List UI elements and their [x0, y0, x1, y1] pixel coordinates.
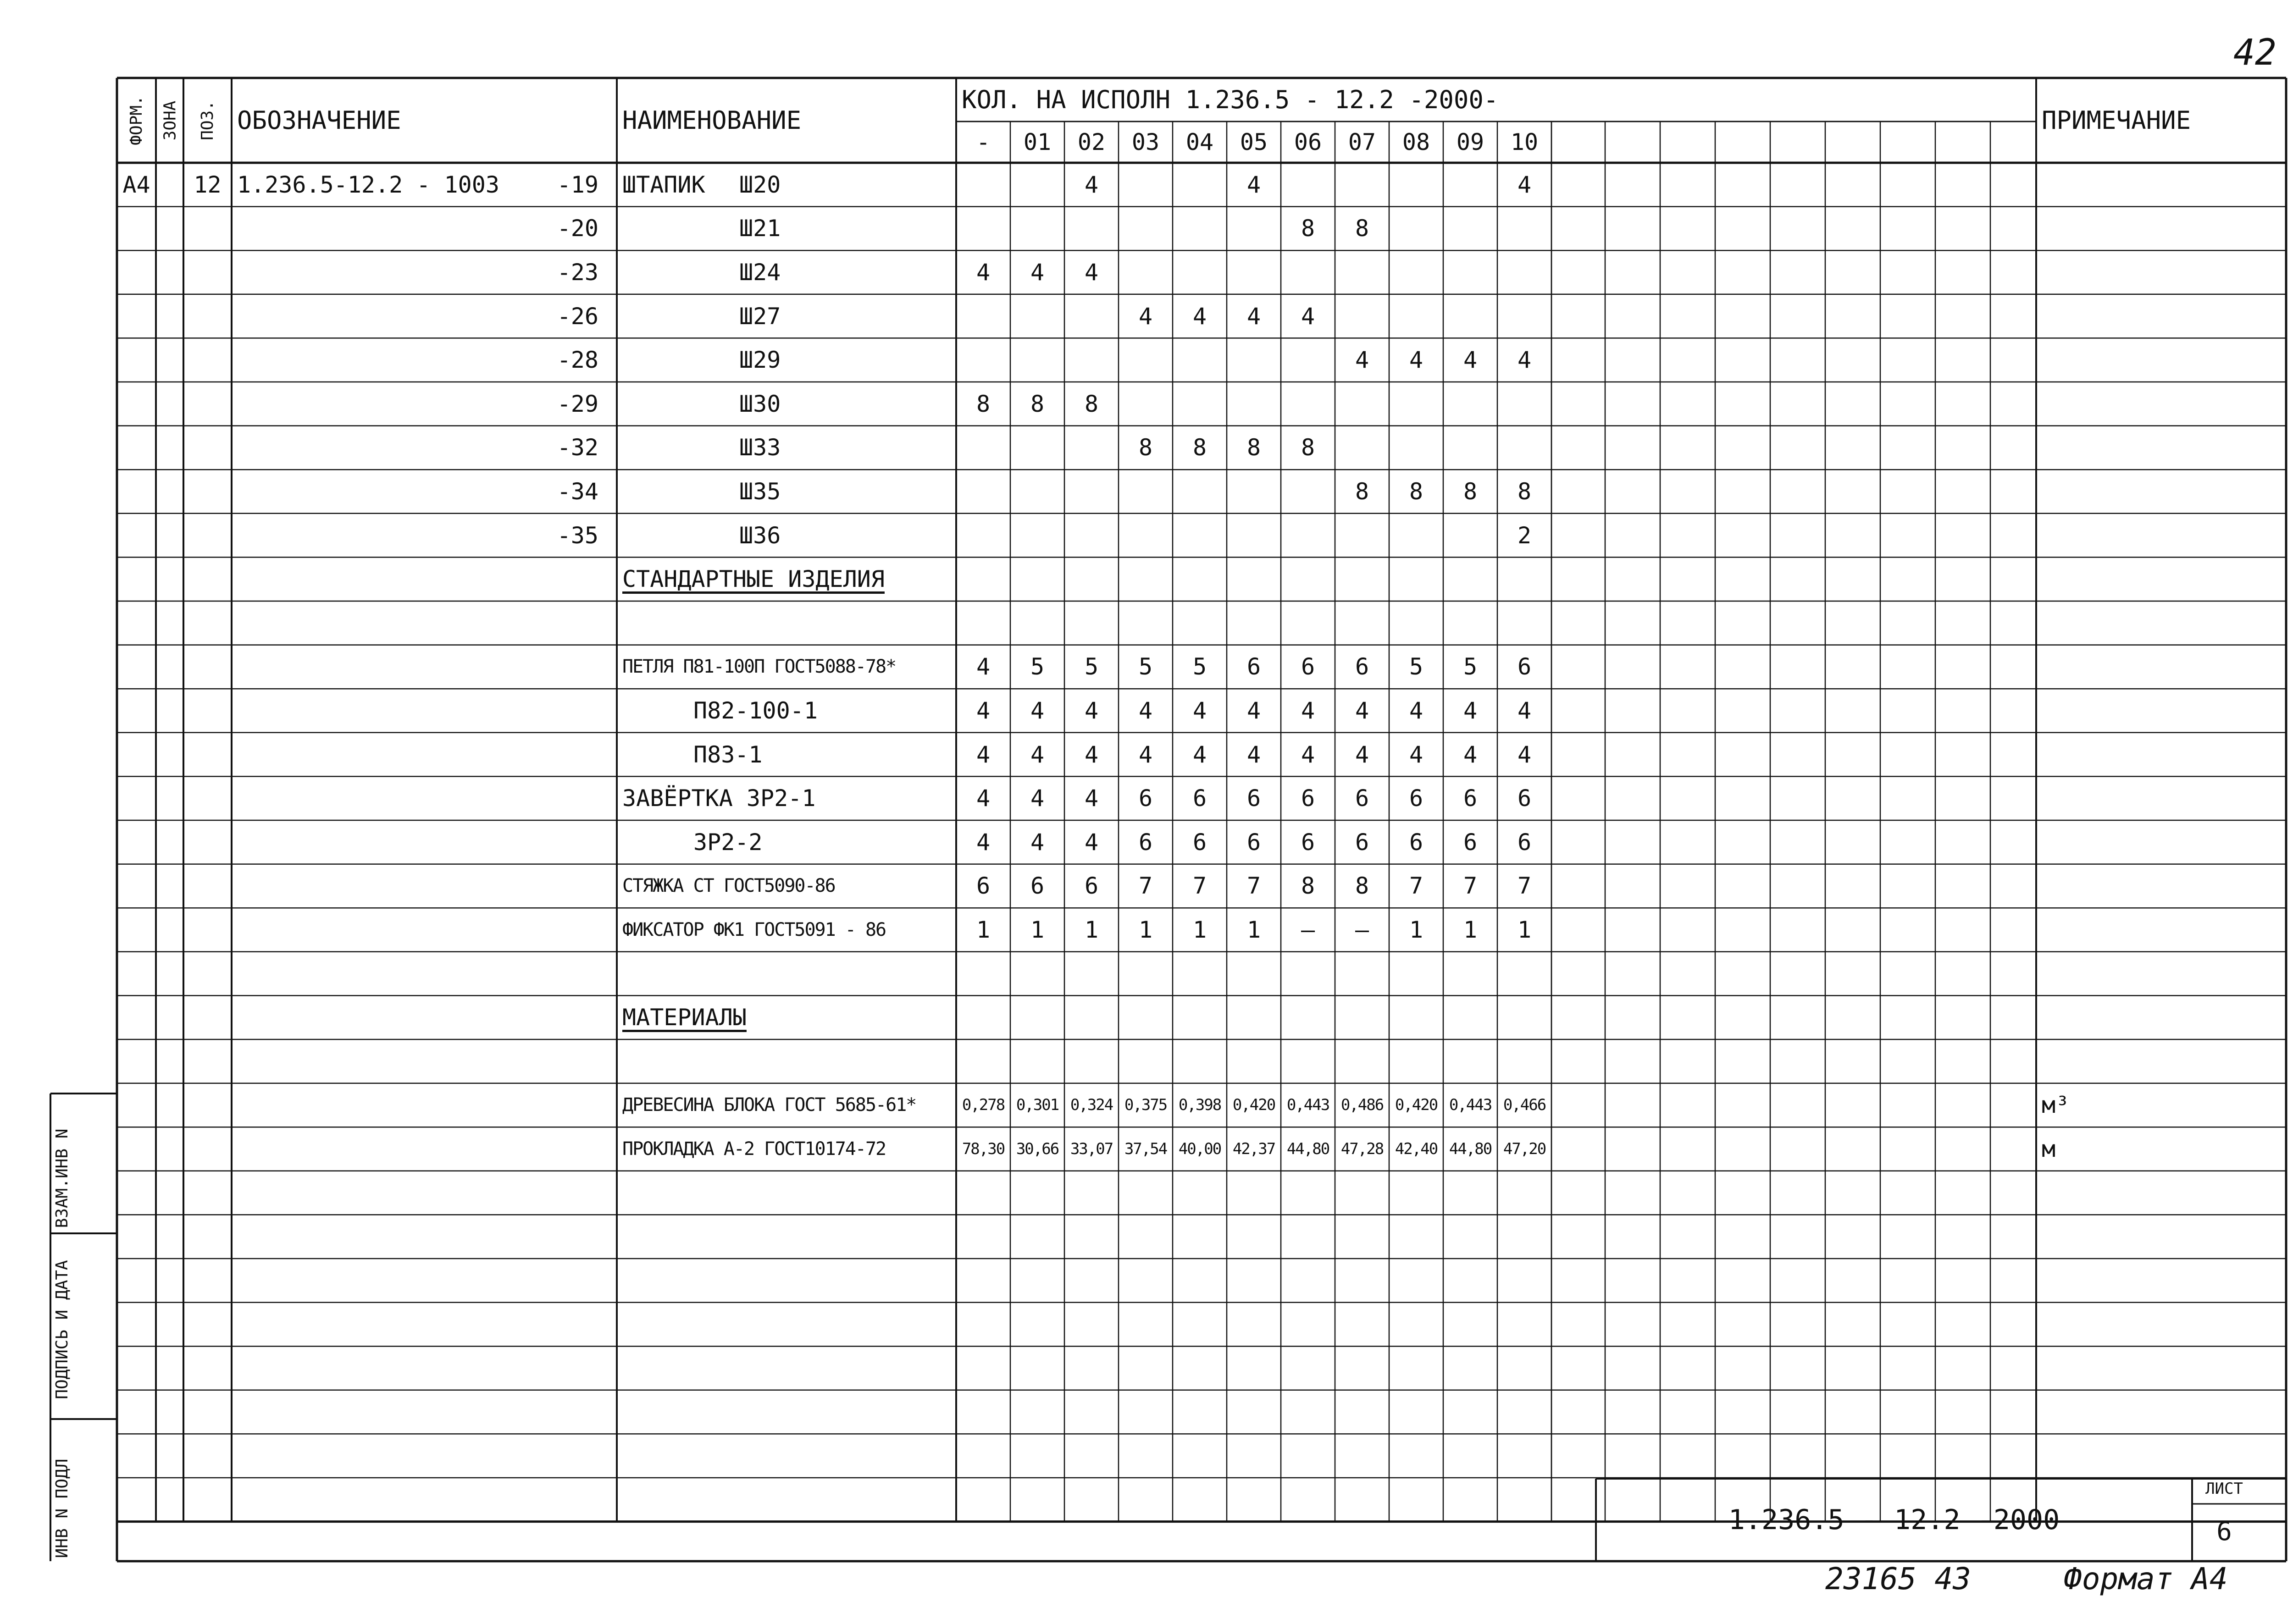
qty-cell — [1443, 163, 1497, 207]
qty-cell: 8 — [1301, 215, 1315, 242]
qty-cell: 5 — [1030, 653, 1045, 680]
qty-cell: 6 — [1355, 653, 1369, 680]
qty-cell: 8 — [1517, 478, 1532, 505]
qty-cell: 4 — [1517, 347, 1532, 374]
qty-cell: 6 — [1409, 785, 1423, 812]
qty-cell: 1 — [1409, 916, 1423, 943]
qty-cell: 6 — [1192, 785, 1207, 812]
qty-cell: 6 — [1301, 785, 1315, 812]
qty-cell — [1064, 514, 1119, 558]
qty-cell — [1335, 294, 1389, 338]
row-sub-name: Ш29 — [739, 347, 781, 374]
header-designation: ОБОЗНАЧЕНИЕ — [237, 106, 401, 135]
qty-cell — [1389, 163, 1443, 207]
row-sub-name: Ш30 — [739, 390, 781, 417]
qty-cell: 0,486 — [1340, 1096, 1384, 1115]
header-variant: 08 — [1402, 129, 1430, 155]
qty-cell — [1010, 294, 1064, 338]
qty-cell: 30,66 — [1016, 1139, 1059, 1158]
row-suffix: -23 — [557, 259, 598, 286]
qty-cell: 4 — [1463, 741, 1478, 768]
qty-cell — [1173, 250, 1227, 294]
qty-cell: 4 — [1463, 697, 1478, 724]
qty-cell: 6 — [1517, 785, 1532, 812]
qty-cell — [1173, 382, 1227, 426]
footer-archive-number: 23165 43 — [1825, 1561, 1971, 1596]
qty-cell: 4 — [1517, 741, 1532, 768]
qty-cell: 0,420 — [1395, 1096, 1438, 1115]
qty-cell — [1064, 207, 1119, 251]
qty-cell: 4 — [1030, 741, 1045, 768]
qty-cell: 1 — [1192, 916, 1207, 943]
qty-cell — [1119, 338, 1173, 382]
qty-cell: 5 — [1463, 653, 1478, 680]
qty-cell: 44,80 — [1286, 1139, 1329, 1158]
qty-cell — [1119, 207, 1173, 251]
qty-cell — [1497, 294, 1551, 338]
qty-cell: 4 — [976, 653, 991, 680]
qty-cell: 4 — [1301, 697, 1315, 724]
qty-cell — [1173, 470, 1227, 514]
qty-cell: 7 — [1409, 873, 1423, 900]
section-heading: МАТЕРИАЛЫ — [622, 1004, 747, 1031]
qty-cell — [1010, 470, 1064, 514]
qty-cell: 4 — [1409, 697, 1423, 724]
qty-cell: 4 — [1301, 303, 1315, 330]
qty-cell: 4 — [1355, 347, 1369, 374]
qty-cell: 4 — [1517, 697, 1532, 724]
qty-cell — [1281, 382, 1335, 426]
qty-cell: 0,398 — [1178, 1096, 1221, 1115]
row-note — [2036, 163, 2286, 207]
qty-cell: 8 — [1301, 873, 1315, 900]
title-block-code: 1.236.5 - 12.2 -2000 — [1728, 1504, 2060, 1536]
qty-cell: 6 — [1246, 785, 1261, 812]
qty-cell: 4 — [976, 785, 991, 812]
qty-cell: 1 — [1030, 916, 1045, 943]
qty-cell: 47,28 — [1340, 1139, 1384, 1158]
qty-cell: 4 — [1084, 697, 1099, 724]
qty-cell: 5 — [1409, 653, 1423, 680]
title-block-sheet-number: 6 — [2216, 1516, 2232, 1547]
header-variant: 09 — [1456, 129, 1484, 155]
qty-cell — [1497, 382, 1551, 426]
qty-cell: — — [1355, 916, 1369, 943]
qty-cell: 4 — [976, 829, 991, 856]
qty-cell: 5 — [1138, 653, 1153, 680]
qty-cell — [1389, 294, 1443, 338]
qty-cell — [1010, 514, 1064, 558]
qty-cell: 0,443 — [1286, 1096, 1329, 1115]
qty-cell: 4 — [1246, 697, 1261, 724]
qty-cell: 6 — [1355, 785, 1369, 812]
row-name-indent: П82-100-1 — [693, 697, 818, 724]
page-number: 42 — [2233, 32, 2276, 73]
row-name: ДРЕВЕСИНА БЛОКА ГОСТ 5685-61* — [622, 1094, 916, 1116]
qty-cell — [1010, 426, 1064, 470]
qty-cell: 40,00 — [1178, 1139, 1221, 1158]
row-name-indent: П83-1 — [693, 741, 763, 768]
qty-cell: 78,30 — [962, 1139, 1005, 1158]
qty-cell — [1064, 338, 1119, 382]
qty-cell: 0,278 — [962, 1096, 1005, 1115]
qty-cell — [1281, 163, 1335, 207]
header-zone: ЗОНА — [160, 100, 179, 140]
qty-cell — [1497, 207, 1551, 251]
qty-cell — [1443, 426, 1497, 470]
qty-cell: 4 — [1030, 829, 1045, 856]
side-label-orig-inv: ИНВ N ПОДЛ — [52, 1458, 72, 1558]
row-suffix: -26 — [557, 303, 598, 330]
qty-cell — [1281, 470, 1335, 514]
qty-cell: 4 — [1355, 697, 1369, 724]
row-suffix: -19 — [557, 171, 598, 198]
qty-cell: 4 — [1138, 303, 1153, 330]
qty-cell: 6 — [1517, 829, 1532, 856]
row-name: ПРОКЛАДКА А-2 ГОСТ10174-72 — [622, 1138, 886, 1160]
qty-cell: 42,37 — [1232, 1139, 1275, 1158]
qty-cell: — — [1301, 916, 1315, 943]
row-name: ФИКСАТОР ФК1 ГОСТ5091 - 86 — [622, 919, 886, 940]
header-qty: КОЛ. НА ИСПОЛН 1.236.5 - 12.2 -2000- — [962, 85, 1499, 114]
row-designation: 1.236.5-12.2 - 1003 — [237, 171, 499, 198]
qty-cell: 1 — [976, 916, 991, 943]
header-variant: 03 — [1131, 129, 1160, 155]
qty-cell — [1389, 207, 1443, 251]
row-sub-name: Ш24 — [739, 259, 781, 286]
qty-cell: 1 — [1463, 916, 1478, 943]
row-suffix: -20 — [557, 215, 598, 242]
qty-cell: 4 — [1138, 741, 1153, 768]
qty-cell: 6 — [1301, 653, 1315, 680]
qty-cell: 8 — [1463, 478, 1478, 505]
section-heading: СТАНДАРТНЫЕ ИЗДЕЛИЯ — [622, 566, 885, 593]
qty-cell — [1119, 470, 1173, 514]
qty-cell: 8 — [1355, 478, 1369, 505]
qty-cell — [1064, 426, 1119, 470]
row-sub-name: Ш20 — [739, 171, 781, 198]
qty-cell: 0,443 — [1449, 1096, 1492, 1115]
qty-cell: 4 — [1030, 785, 1045, 812]
qty-cell — [1281, 514, 1335, 558]
qty-cell — [1173, 514, 1227, 558]
row-sub-name: Ш21 — [739, 215, 781, 242]
header-variant: 07 — [1348, 129, 1376, 155]
row-note: м³ — [2042, 1092, 2070, 1119]
qty-cell: 7 — [1138, 873, 1153, 900]
header-variant: 04 — [1185, 129, 1214, 155]
qty-cell: 8 — [1138, 434, 1153, 461]
qty-cell — [956, 207, 1010, 251]
header-variant: 06 — [1294, 129, 1322, 155]
qty-cell: 6 — [1463, 785, 1478, 812]
qty-cell — [1173, 338, 1227, 382]
qty-cell: 4 — [976, 741, 991, 768]
qty-cell: 6 — [1463, 829, 1478, 856]
qty-cell: 4 — [1246, 303, 1261, 330]
qty-cell — [1443, 382, 1497, 426]
qty-cell: 6 — [1517, 653, 1532, 680]
qty-cell — [1227, 514, 1281, 558]
qty-cell: 0,324 — [1070, 1096, 1113, 1115]
qty-cell: 4 — [1409, 741, 1423, 768]
qty-cell — [1497, 250, 1551, 294]
qty-cell — [956, 514, 1010, 558]
qty-cell — [1281, 338, 1335, 382]
qty-cell: 6 — [1192, 829, 1207, 856]
qty-cell — [1064, 294, 1119, 338]
qty-cell: 6 — [976, 873, 991, 900]
qty-cell: 8 — [1355, 873, 1369, 900]
qty-cell — [1335, 163, 1389, 207]
title-block-sheet-label: ЛИСТ — [2205, 1480, 2243, 1498]
qty-cell — [1119, 163, 1173, 207]
header-name: НАИМЕНОВАНИЕ — [622, 106, 802, 135]
qty-cell — [1335, 514, 1389, 558]
qty-cell — [956, 294, 1010, 338]
qty-cell: 0,375 — [1124, 1096, 1167, 1115]
qty-cell: 44,80 — [1449, 1139, 1492, 1158]
row-sub-name: Ш36 — [739, 522, 781, 549]
qty-cell: 8 — [1030, 390, 1045, 417]
row-name: СТЯЖКА СТ ГОСТ5090-86 — [622, 875, 835, 897]
qty-cell — [1389, 514, 1443, 558]
qty-cell — [956, 338, 1010, 382]
row-name: ЗАВЁРТКА ЗР2-1 — [622, 785, 816, 812]
qty-cell: 5 — [1084, 653, 1099, 680]
qty-cell: 4 — [1138, 697, 1153, 724]
qty-cell: 8 — [1084, 390, 1099, 417]
qty-cell: 6 — [1138, 785, 1153, 812]
qty-cell — [1119, 514, 1173, 558]
qty-cell: 7 — [1463, 873, 1478, 900]
qty-cell — [1173, 163, 1227, 207]
qty-cell — [1281, 250, 1335, 294]
qty-cell: 7 — [1246, 873, 1261, 900]
qty-cell: 8 — [1355, 215, 1369, 242]
header-variant: - — [976, 129, 991, 155]
qty-cell — [1173, 207, 1227, 251]
qty-cell — [1064, 470, 1119, 514]
qty-cell: 6 — [1355, 829, 1369, 856]
header-format: ФОРМ. — [127, 95, 146, 145]
qty-cell: 4 — [1192, 303, 1207, 330]
qty-cell: 4 — [1084, 785, 1099, 812]
qty-cell: 33,07 — [1070, 1139, 1113, 1158]
qty-cell: 4 — [1084, 259, 1099, 286]
side-label-replace-inv: ВЗАМ.ИНВ N — [52, 1128, 72, 1228]
qty-cell: 0,466 — [1503, 1096, 1546, 1115]
qty-cell — [1443, 294, 1497, 338]
row-sub-name: Ш33 — [739, 434, 781, 461]
qty-cell: 5 — [1192, 653, 1207, 680]
qty-cell: 6 — [1246, 829, 1261, 856]
qty-cell: 4 — [1301, 741, 1315, 768]
qty-cell: 1 — [1246, 916, 1261, 943]
qty-cell: 6 — [1409, 829, 1423, 856]
qty-cell — [1389, 382, 1443, 426]
row-suffix: -28 — [557, 347, 598, 374]
qty-cell: 4 — [976, 259, 991, 286]
row-note: м — [2042, 1135, 2056, 1162]
row-suffix: -35 — [557, 522, 598, 549]
qty-cell — [1389, 426, 1443, 470]
qty-cell: 4 — [1409, 347, 1423, 374]
row-sub-name: Ш27 — [739, 303, 781, 330]
qty-cell: 6 — [1084, 873, 1099, 900]
qty-cell: 4 — [1192, 741, 1207, 768]
header-note: ПРИМЕЧАНИЕ — [2042, 106, 2191, 135]
qty-cell: 4 — [1084, 829, 1099, 856]
qty-cell — [1227, 250, 1281, 294]
qty-cell: 1 — [1138, 916, 1153, 943]
row-format: А4 — [122, 171, 150, 198]
row-name: ШТАПИК — [622, 171, 705, 198]
qty-cell: 2 — [1517, 522, 1532, 549]
qty-cell: 4 — [1030, 259, 1045, 286]
qty-cell — [1497, 426, 1551, 470]
qty-cell: 6 — [1301, 829, 1315, 856]
qty-cell — [1227, 382, 1281, 426]
qty-cell: 8 — [1409, 478, 1423, 505]
qty-cell: 8 — [1301, 434, 1315, 461]
qty-cell — [1227, 338, 1281, 382]
qty-cell: 4 — [1030, 697, 1045, 724]
qty-cell — [1010, 338, 1064, 382]
row-suffix: -29 — [557, 390, 598, 417]
qty-cell: 4 — [1246, 171, 1261, 198]
qty-cell — [1335, 426, 1389, 470]
row-sub-name: Ш35 — [739, 478, 781, 505]
qty-cell: 37,54 — [1124, 1139, 1167, 1158]
header-variant: 01 — [1023, 129, 1052, 155]
qty-cell: 4 — [1246, 741, 1261, 768]
qty-cell: 8 — [976, 390, 991, 417]
qty-cell: 4 — [1463, 347, 1478, 374]
header-pos: ПОЗ. — [198, 100, 217, 140]
qty-cell: 0,420 — [1232, 1096, 1275, 1115]
row-pos: 12 — [194, 171, 222, 198]
qty-cell — [1389, 250, 1443, 294]
qty-cell — [1443, 207, 1497, 251]
qty-cell: 4 — [976, 697, 991, 724]
qty-cell: 47,20 — [1503, 1139, 1546, 1158]
qty-cell: 42,40 — [1395, 1139, 1438, 1158]
qty-cell — [1443, 514, 1497, 558]
qty-cell: 4 — [1192, 697, 1207, 724]
qty-cell — [1335, 382, 1389, 426]
qty-cell: 4 — [1084, 171, 1099, 198]
header-variant: 02 — [1077, 129, 1106, 155]
qty-cell — [1010, 207, 1064, 251]
qty-cell: 7 — [1517, 873, 1532, 900]
qty-cell: 4 — [1084, 741, 1099, 768]
header-variant: 05 — [1240, 129, 1268, 155]
qty-cell — [1227, 207, 1281, 251]
qty-cell: 6 — [1138, 829, 1153, 856]
qty-cell — [1010, 163, 1064, 207]
qty-cell: 4 — [1355, 741, 1369, 768]
qty-cell: 7 — [1192, 873, 1207, 900]
header-variant: 10 — [1510, 129, 1539, 155]
qty-cell: 8 — [1246, 434, 1261, 461]
qty-cell — [1335, 250, 1389, 294]
qty-cell: 0,301 — [1016, 1096, 1059, 1115]
qty-cell — [1119, 250, 1173, 294]
row-suffix: -34 — [557, 478, 598, 505]
qty-cell: 6 — [1030, 873, 1045, 900]
qty-cell: 1 — [1084, 916, 1099, 943]
qty-cell: 1 — [1517, 916, 1532, 943]
row-name: ПЕТЛЯ П81-100П ГОСТ5088-78* — [622, 656, 896, 678]
qty-cell — [956, 163, 1010, 207]
qty-cell: 8 — [1192, 434, 1207, 461]
qty-cell: 4 — [1517, 171, 1532, 198]
row-name-indent: ЗР2-2 — [693, 829, 763, 856]
qty-cell — [1443, 250, 1497, 294]
qty-cell — [1227, 470, 1281, 514]
qty-cell — [956, 426, 1010, 470]
qty-cell — [1119, 382, 1173, 426]
footer-format: Формат А4 — [2064, 1561, 2228, 1596]
row-suffix: -32 — [557, 434, 598, 461]
side-label-signature-date: ПОДПИСЬ И ДАТА — [52, 1260, 72, 1399]
qty-cell: 6 — [1246, 653, 1261, 680]
qty-cell — [956, 470, 1010, 514]
